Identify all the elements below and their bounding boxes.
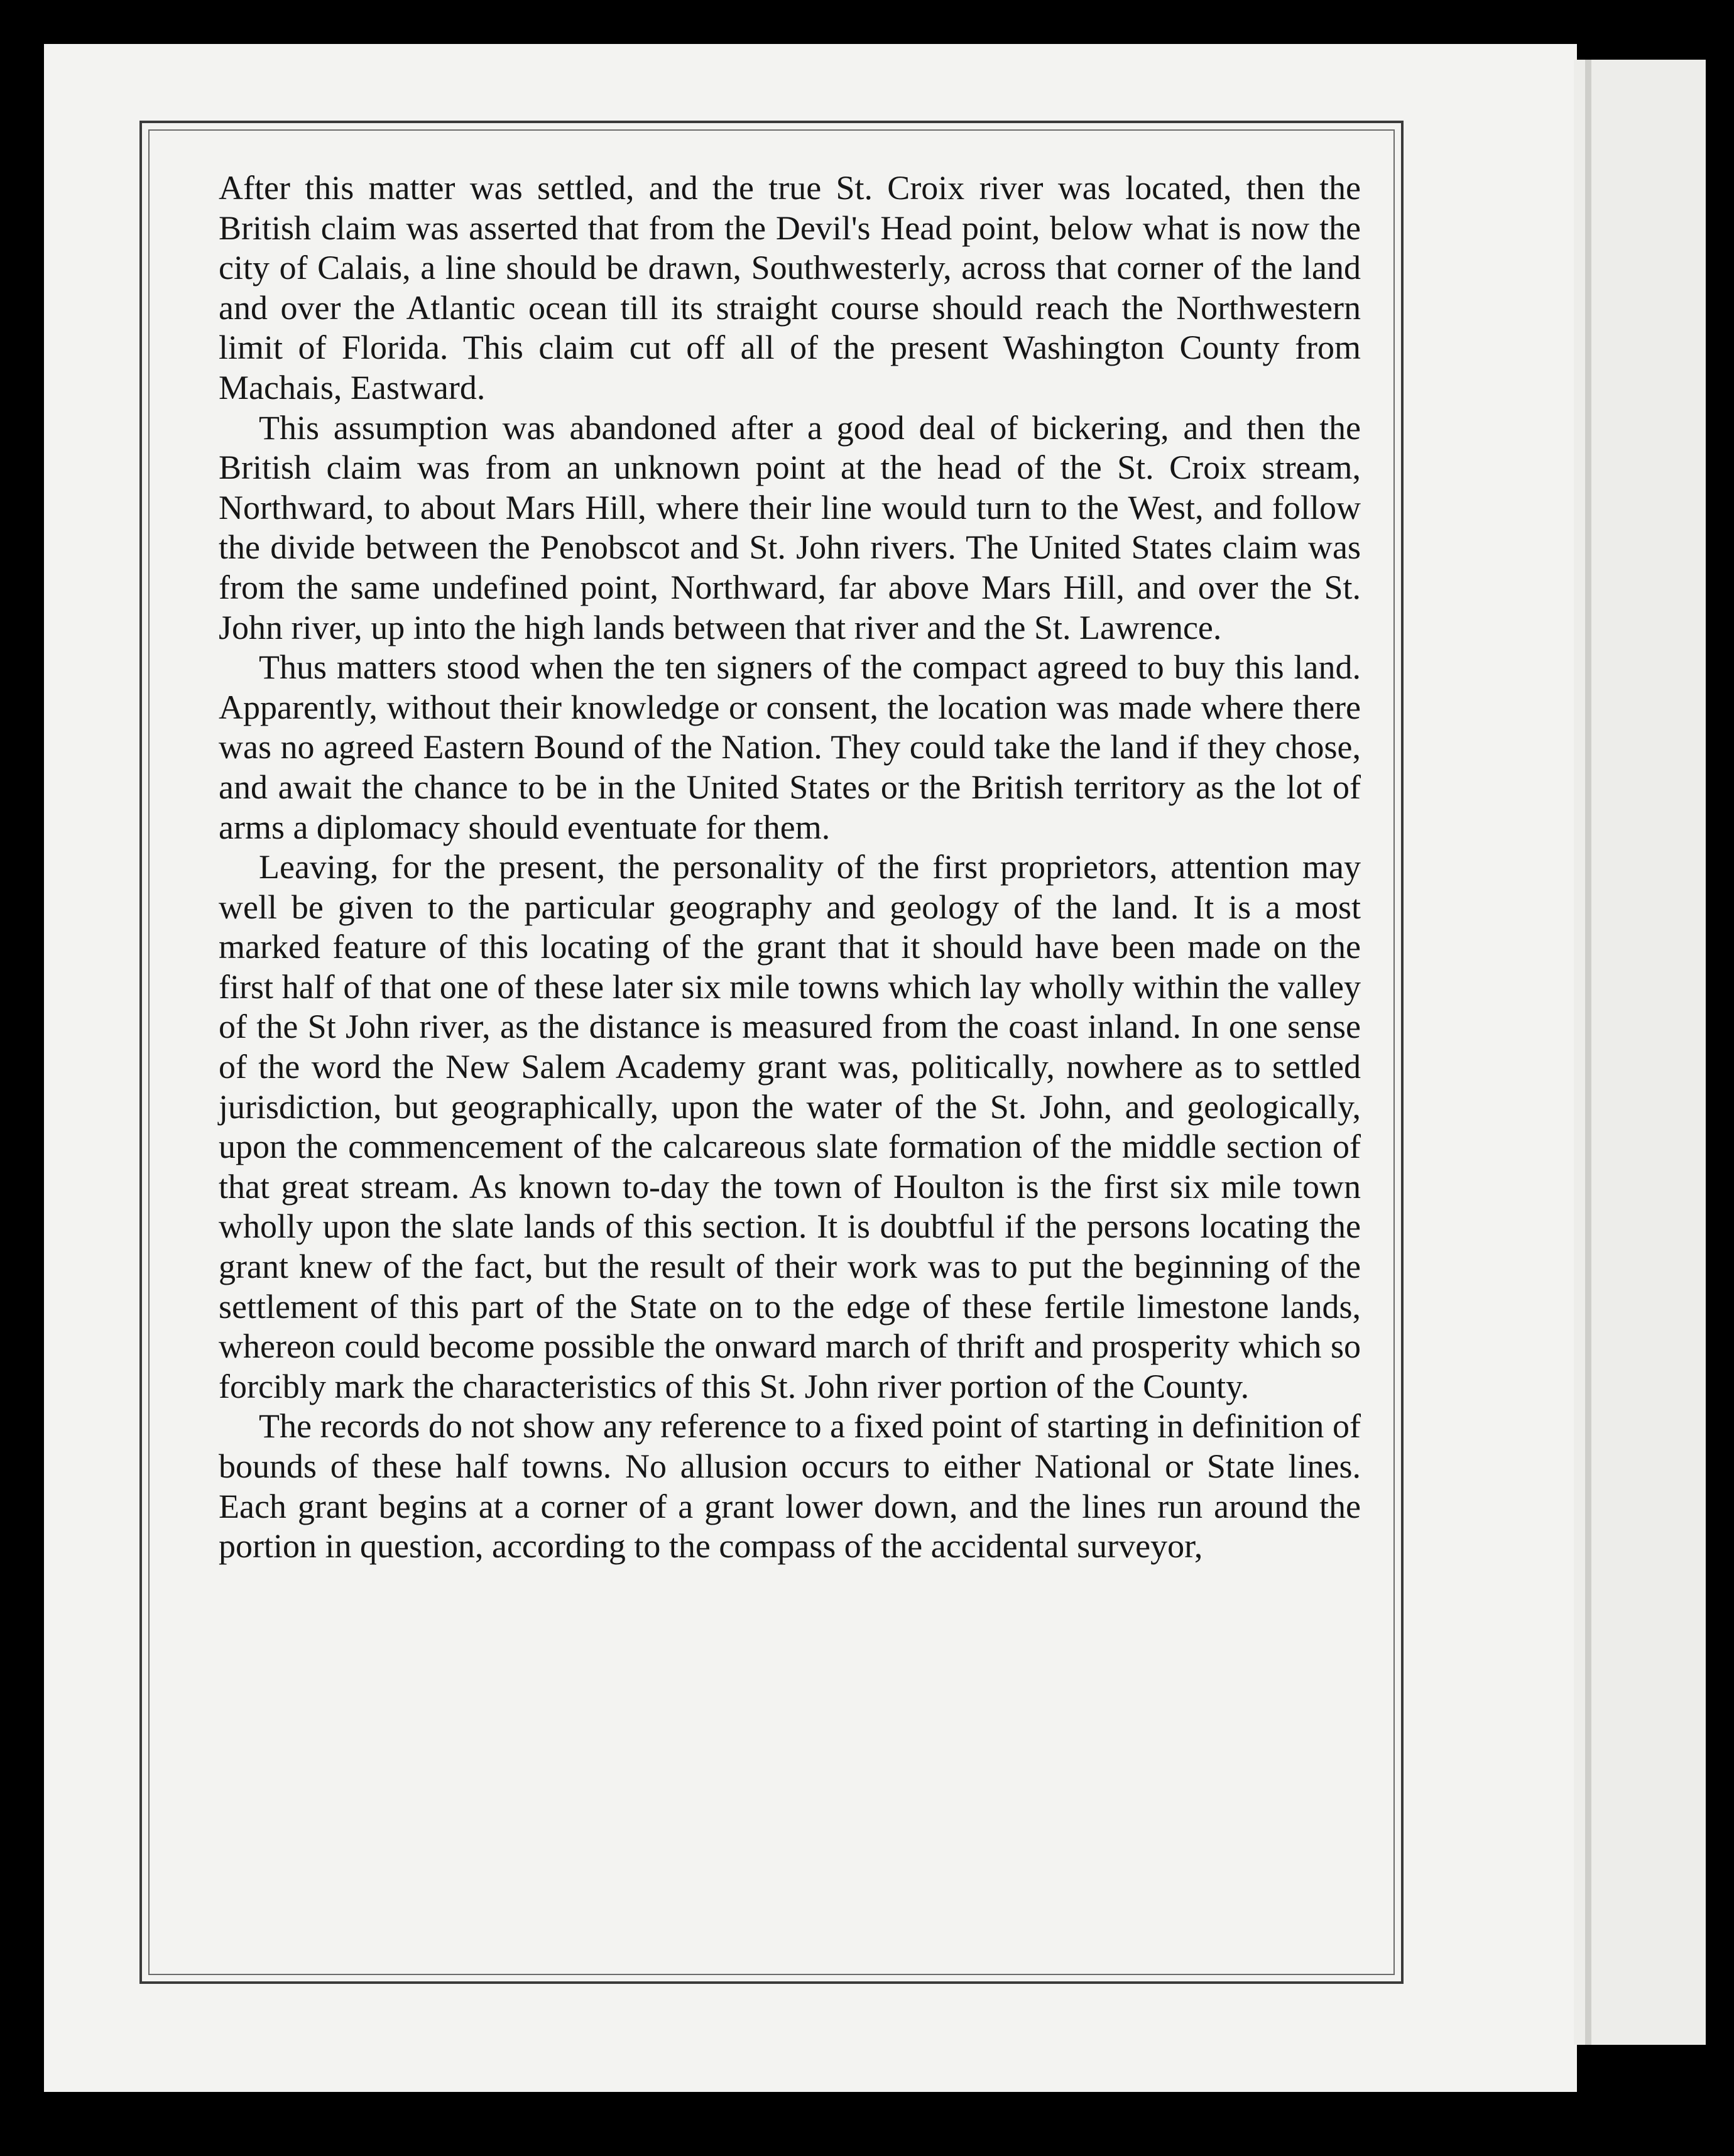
adjacent-page-edge [1574,60,1706,2045]
page-edge-shadow [1585,60,1591,2045]
paragraph-1: After this matter was settled, and the true St. Croix river was located, then the British claim was asserted that from the Devil's Head point, below what is now the city of Calais, a line should be drawn, Southwesterly, across that corner of the land and over the Atlantic ocean till its straight course should reach the Northwestern limit of Florida. This claim cut off all of the present Washington County from Machais, Eastward. [219,169,1361,406]
page-text [219,168,1361,1567]
paragraph-3: Thus matters stood when the ten signers of the compact agreed to buy this land. Apparently, without their knowledge or consent, the location was made where there was no agreed Eastern Bound of the Nation. They could take the land if they chose, and await the chance to be in the United States or the British territory as the lot of arms a diplomacy should eventuate for them. [219,648,1361,846]
paragraph-5: The records do not show any reference to a fixed point of starting in definition of bounds of these half towns. No allusion occurs to either National or State lines. Each grant begins at a corner of a grant lower down, and the lines run around the portion in question, according to the compass of the accidental surveyor, [219,1407,1361,1565]
paragraph-2: This assumption was abandoned after a good deal of bickering, and then the British claim was from an unknown point at the head of the St. Croix stream, Northward, to about Mars Hill, where their line would turn to the West, and follow the divide between the Penobscot and St. John rivers. The United States claim was from the same undefined point, Northward, far above Mars Hill, and over the St. John river, up into the high lands between that river and the St. Lawrence. [219,408,1361,646]
paragraph-4: Leaving, for the present, the personality of the first proprietors, attention may well be given to the particular geography and geology of the land. It is a most marked feature of this locating of the grant that it should have been made on the first half of that one of these later six mile towns which lay wholly within the valley of the St John river, as the distance is measured from the coast inland. In one sense of the word the New Salem Academy grant was, politically, nowhere as to settled jurisdiction, but geographically, upon the water of the St. John, and geologically, upon the commencement of the calcareous slate formation of the middle section of that great stream. As known to-day the town of Houlton is the first six mile town wholly upon the slate lands of this section. It is doubtful if the persons locating the grant knew of the fact, but the result of their work was to put the beginning of the settlement of this part of the State on to the edge of these fertile limestone lands, whereon could become possible the onward march of thrift and prosperity which so forcibly mark the characteristics of this St. John river portion of the County. [219,848,1361,1405]
